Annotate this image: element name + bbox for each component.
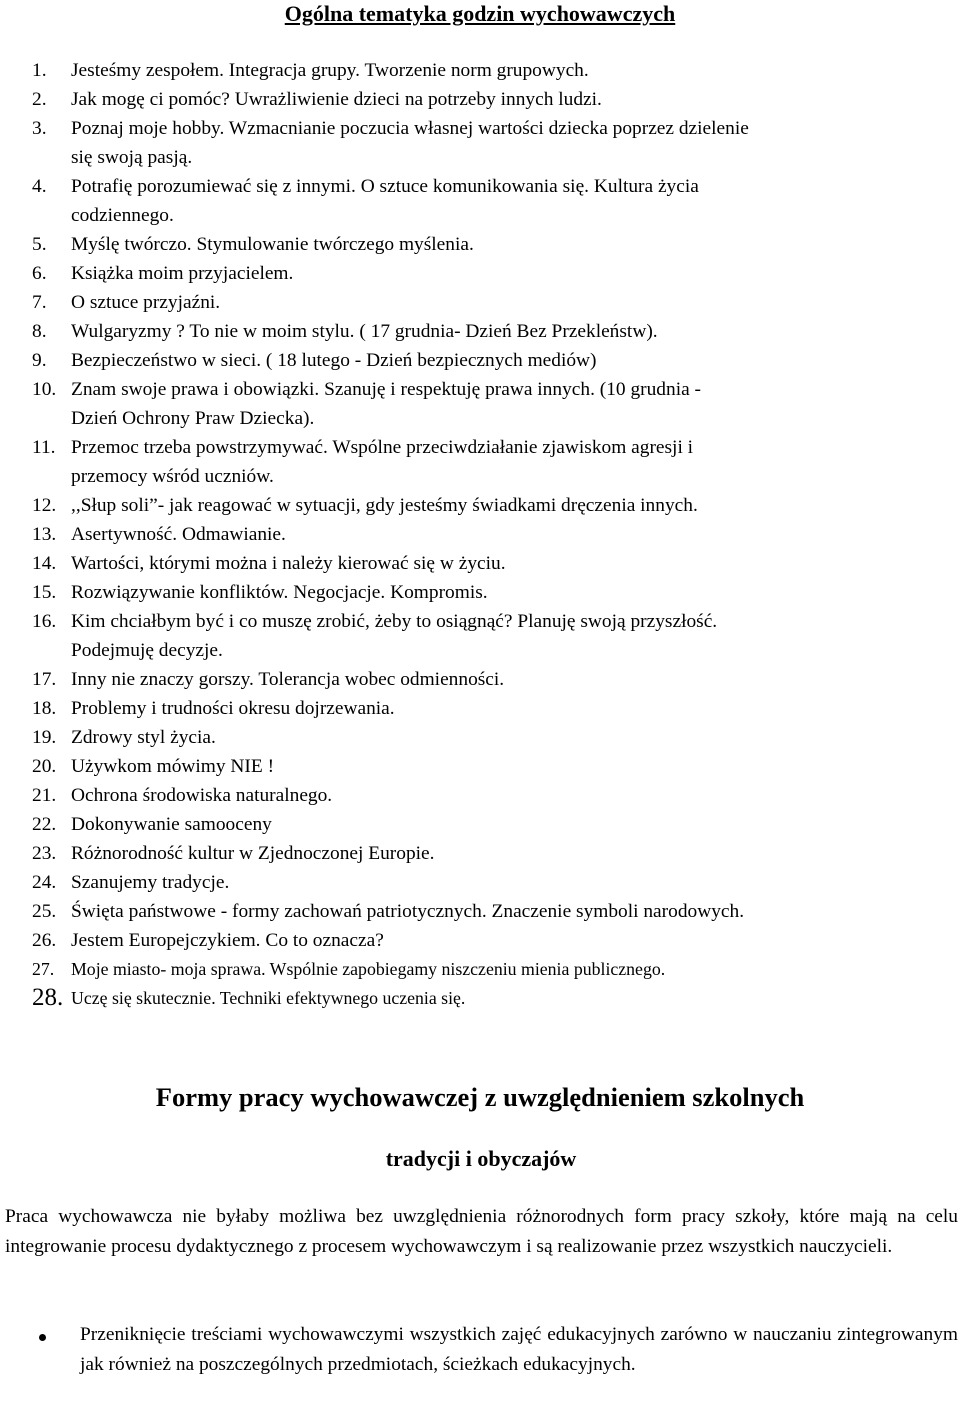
list-text: ,,Słup soli”- jak reagować w sytuacji, gdy jesteśmy świadkami dręczenia innych. <box>71 495 698 516</box>
list-number: 11. <box>32 437 56 458</box>
section-subtitle: tradycji i obyczajów <box>385 1146 577 1171</box>
list-item <box>32 346 960 375</box>
list-number: 1. <box>32 60 47 81</box>
list-number: 8. <box>32 321 47 342</box>
list-text: codziennego. <box>71 205 174 226</box>
list-item <box>32 607 960 665</box>
list-item <box>32 375 960 433</box>
list-item <box>32 520 960 549</box>
list-number: 14. <box>32 553 57 574</box>
list-number: 15. <box>32 582 57 603</box>
list-item <box>32 433 960 491</box>
list-item <box>32 752 960 781</box>
page-title: Ogólna tematyka godzin wychowawczych <box>284 1 676 26</box>
list-number: 25. <box>32 901 57 922</box>
list-number: 16. <box>32 611 57 632</box>
list-number: 9. <box>32 350 47 371</box>
list-item <box>32 897 960 926</box>
list-number: 26. <box>32 930 57 951</box>
list-item <box>32 868 960 897</box>
list-number: 23. <box>32 843 57 864</box>
list-text: Przemoc trzeba powstrzymywać. Wspólne przeciwdziałanie zjawiskom agresji i <box>71 437 694 458</box>
section-paragraph: Praca wychowawcza nie byłaby możliwa bez uwzględnienia różnorodnych form pracy szkoły, które mają na celu integrowanie procesu dydaktycznego z procesem wychowawczym i są realizowanie przez wszystkich nauczycieli. <box>5 1206 958 1257</box>
list-number: 28. <box>32 984 64 1011</box>
list-item <box>32 839 960 868</box>
list-number: 13. <box>32 524 57 545</box>
list-item <box>32 230 960 259</box>
list-number: 17. <box>32 669 57 690</box>
list-item <box>32 955 960 984</box>
list-text: Używkom mówimy NIE ! <box>71 756 275 777</box>
list-text: przemocy wśród uczniów. <box>71 466 274 487</box>
list-number: 21. <box>32 785 57 806</box>
list-item <box>32 694 960 723</box>
list-item <box>32 723 960 752</box>
bullet-list <box>0 1320 960 1379</box>
list-text: Bezpieczeństwo w sieci. ( 18 lutego - Dzień bezpiecznych mediów) <box>71 350 597 371</box>
list-text: Szanujemy tradycje. <box>71 872 230 893</box>
list-text: Uczę się skutecznie. Techniki efektywnego uczenia się. <box>71 988 466 1008</box>
list-item <box>32 578 960 607</box>
list-item <box>32 56 960 85</box>
list-item <box>32 810 960 839</box>
list-text: Jesteśmy zespołem. Integracja grupy. Tworzenie norm grupowych. <box>71 60 589 81</box>
list-number: 20. <box>32 756 57 777</box>
list-item <box>32 85 960 114</box>
list-number: 7. <box>32 292 47 313</box>
topic-list <box>32 56 960 1013</box>
section-title: Formy pracy wychowawczej z uwzględnieniem szkolnych <box>155 1082 805 1112</box>
list-number: 4. <box>32 176 47 197</box>
list-item <box>32 259 960 288</box>
list-number: 10. <box>32 379 57 400</box>
list-text: Jestem Europejczykiem. Co to oznacza? <box>71 930 384 951</box>
list-number: 6. <box>32 263 47 284</box>
list-item <box>32 984 960 1013</box>
list-item <box>32 114 960 172</box>
list-text: Kim chciałbym być i co muszę zrobić, żeby to osiągnąć? Planuję swoją przyszłość. <box>71 611 718 632</box>
list-text: Dokonywanie samooceny <box>71 814 272 835</box>
list-number: 24. <box>32 872 57 893</box>
bullet-item <box>0 1320 958 1379</box>
list-text: Potrafię porozumiewać się z innymi. O sztuce komunikowania się. Kultura życia <box>71 176 699 197</box>
list-number: 3. <box>32 118 47 139</box>
list-text: Dzień Ochrony Praw Dziecka). <box>71 408 315 429</box>
list-number: 5. <box>32 234 47 255</box>
list-text: Asertywność. Odmawianie. <box>71 524 286 545</box>
list-text: się swoją pasją. <box>71 147 193 168</box>
list-text: Znam swoje prawa i obowiązki. Szanuję i respektuję prawa innych. (10 grudnia - <box>71 379 701 400</box>
list-text: Święta państwowe - formy zachowań patriotycznych. Znaczenie symboli narodowych. <box>71 901 745 922</box>
list-text: Problemy i trudności okresu dojrzewania. <box>71 698 395 719</box>
list-text: Myślę twórczo. Stymulowanie twórczego myślenia. <box>71 234 474 255</box>
list-number: 18. <box>32 698 57 719</box>
list-text: Podejmuję decyzje. <box>71 640 223 661</box>
list-item <box>32 317 960 346</box>
list-number: 19. <box>32 727 57 748</box>
list-number: 22. <box>32 814 57 835</box>
list-number: 12. <box>32 495 57 516</box>
list-item <box>32 665 960 694</box>
bullet-text: Przeniknięcie treściami wychowawczymi wszystkich zajęć edukacyjnych zarówno w nauczaniu zintegrowanym jak również na poszczególnych przedmiotach, ścieżkach edukacyjnych. <box>80 1324 958 1375</box>
list-text: Jak mogę ci pomóc? Uwrażliwienie dzieci na potrzeby innych ludzi. <box>71 89 602 110</box>
list-text: O sztuce przyjaźni. <box>71 292 221 313</box>
list-text: Inny nie znaczy gorszy. Tolerancja wobec odmienności. <box>71 669 505 690</box>
list-text: Ochrona środowiska naturalnego. <box>71 785 333 806</box>
list-text: Wartości, którymi można i należy kierować się w życiu. <box>71 553 506 574</box>
list-number: 27. <box>32 959 55 979</box>
list-item <box>32 926 960 955</box>
list-item <box>32 781 960 810</box>
bullet-icon <box>39 1334 46 1341</box>
list-item <box>32 172 960 230</box>
list-item <box>32 549 960 578</box>
list-item <box>32 491 960 520</box>
list-text: Poznaj moje hobby. Wzmacnianie poczucia własnej wartości dziecka poprzez dzielenie <box>71 118 749 139</box>
list-text: Książka moim przyjacielem. <box>71 263 294 284</box>
list-text: Wulgaryzmy ? To nie w moim stylu. ( 17 grudnia- Dzień Bez Przekleństw). <box>71 321 658 342</box>
list-text: Rozwiązywanie konfliktów. Negocjacje. Kompromis. <box>71 582 488 603</box>
list-number: 2. <box>32 89 47 110</box>
list-item <box>32 288 960 317</box>
list-text: Zdrowy styl życia. <box>71 727 216 748</box>
list-text: Różnorodność kultur w Zjednoczonej Europie. <box>71 843 435 864</box>
list-text: Moje miasto- moja sprawa. Wspólnie zapobiegamy niszczeniu mienia publicznego. <box>71 959 666 979</box>
